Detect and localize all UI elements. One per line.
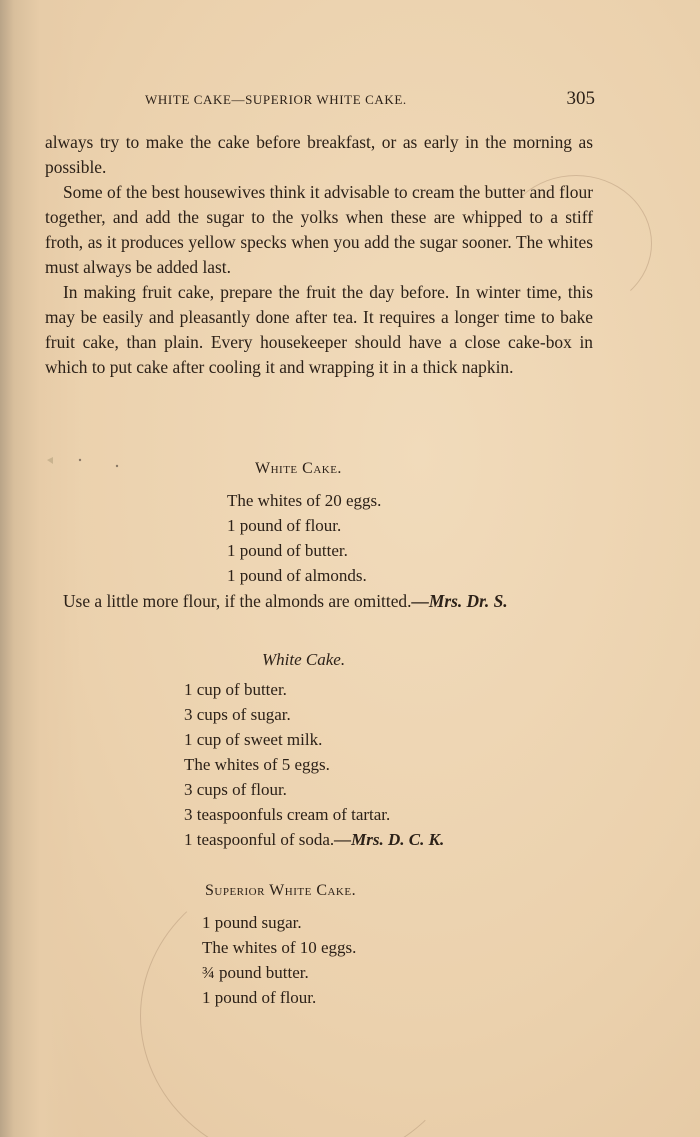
ingredient: 1 pound of almonds. [227,566,367,585]
paragraph: In making fruit cake, prepare the fruit the day before. In winter time, this may be easily and pleasantly done after tea. It requires a longer time to bake fruit cake, than plain. Every housekeeper should have a close cake-box in which to put cake after cooling it and wrapping it in a thick napkin. [45,282,593,377]
recipe-title: White Cake. [262,650,346,669]
ingredient: 3 cups of sugar. [184,705,291,724]
note-text: Use a little more flour, if the almonds are omitted. [63,591,412,611]
ingredient: 1 pound sugar. [202,913,302,932]
page-header [145,88,595,112]
recipe-title: Superior White Cake. [205,882,357,899]
recipe-title: White Cake. [255,460,342,477]
ingredient-list [184,677,444,852]
page-number: 305 [566,88,595,109]
paragraph: Some of the best housewives think it advisable to cream the butter and flour together, and add the sugar to the yolks when these are whipped to a stiff froth, as it produces yellow specks when you add the sugar sooner. The whites must always be added last. [45,182,593,277]
ingredient: The whites of 5 eggs. [184,755,330,774]
ingredient: 1 pound of butter. [227,541,348,560]
ornament-dots [45,452,125,472]
ingredient-list [227,488,381,588]
attribution: —Mrs. Dr. S. [411,591,508,611]
ingredient-text: 1 teaspoonful of soda. [184,830,335,849]
attribution: —Mrs. D. C. K. [334,830,445,849]
ingredient [184,827,444,852]
body-text [45,130,593,380]
ingredient: 3 cups of flour. [184,780,287,799]
ingredient: The whites of 20 eggs. [227,491,382,510]
ingredient: The whites of 10 eggs. [202,938,357,957]
ingredient: ¾ pound butter. [202,963,309,982]
running-head: WHITE CAKE—SUPERIOR WHITE CAKE. [145,92,407,107]
ingredient: 1 pound of flour. [202,988,317,1007]
ingredient: 1 cup of sweet milk. [184,730,323,749]
ingredient: 1 cup of butter. [184,680,287,699]
ingredient: 1 pound of flour. [227,516,342,535]
paragraph: always try to make the cake before breakfast, or as early in the morning as possible. [45,132,593,177]
ingredient-list [202,910,356,1010]
ingredient: 3 teaspoonfuls cream of tartar. [184,805,391,824]
recipe-note [45,589,585,613]
